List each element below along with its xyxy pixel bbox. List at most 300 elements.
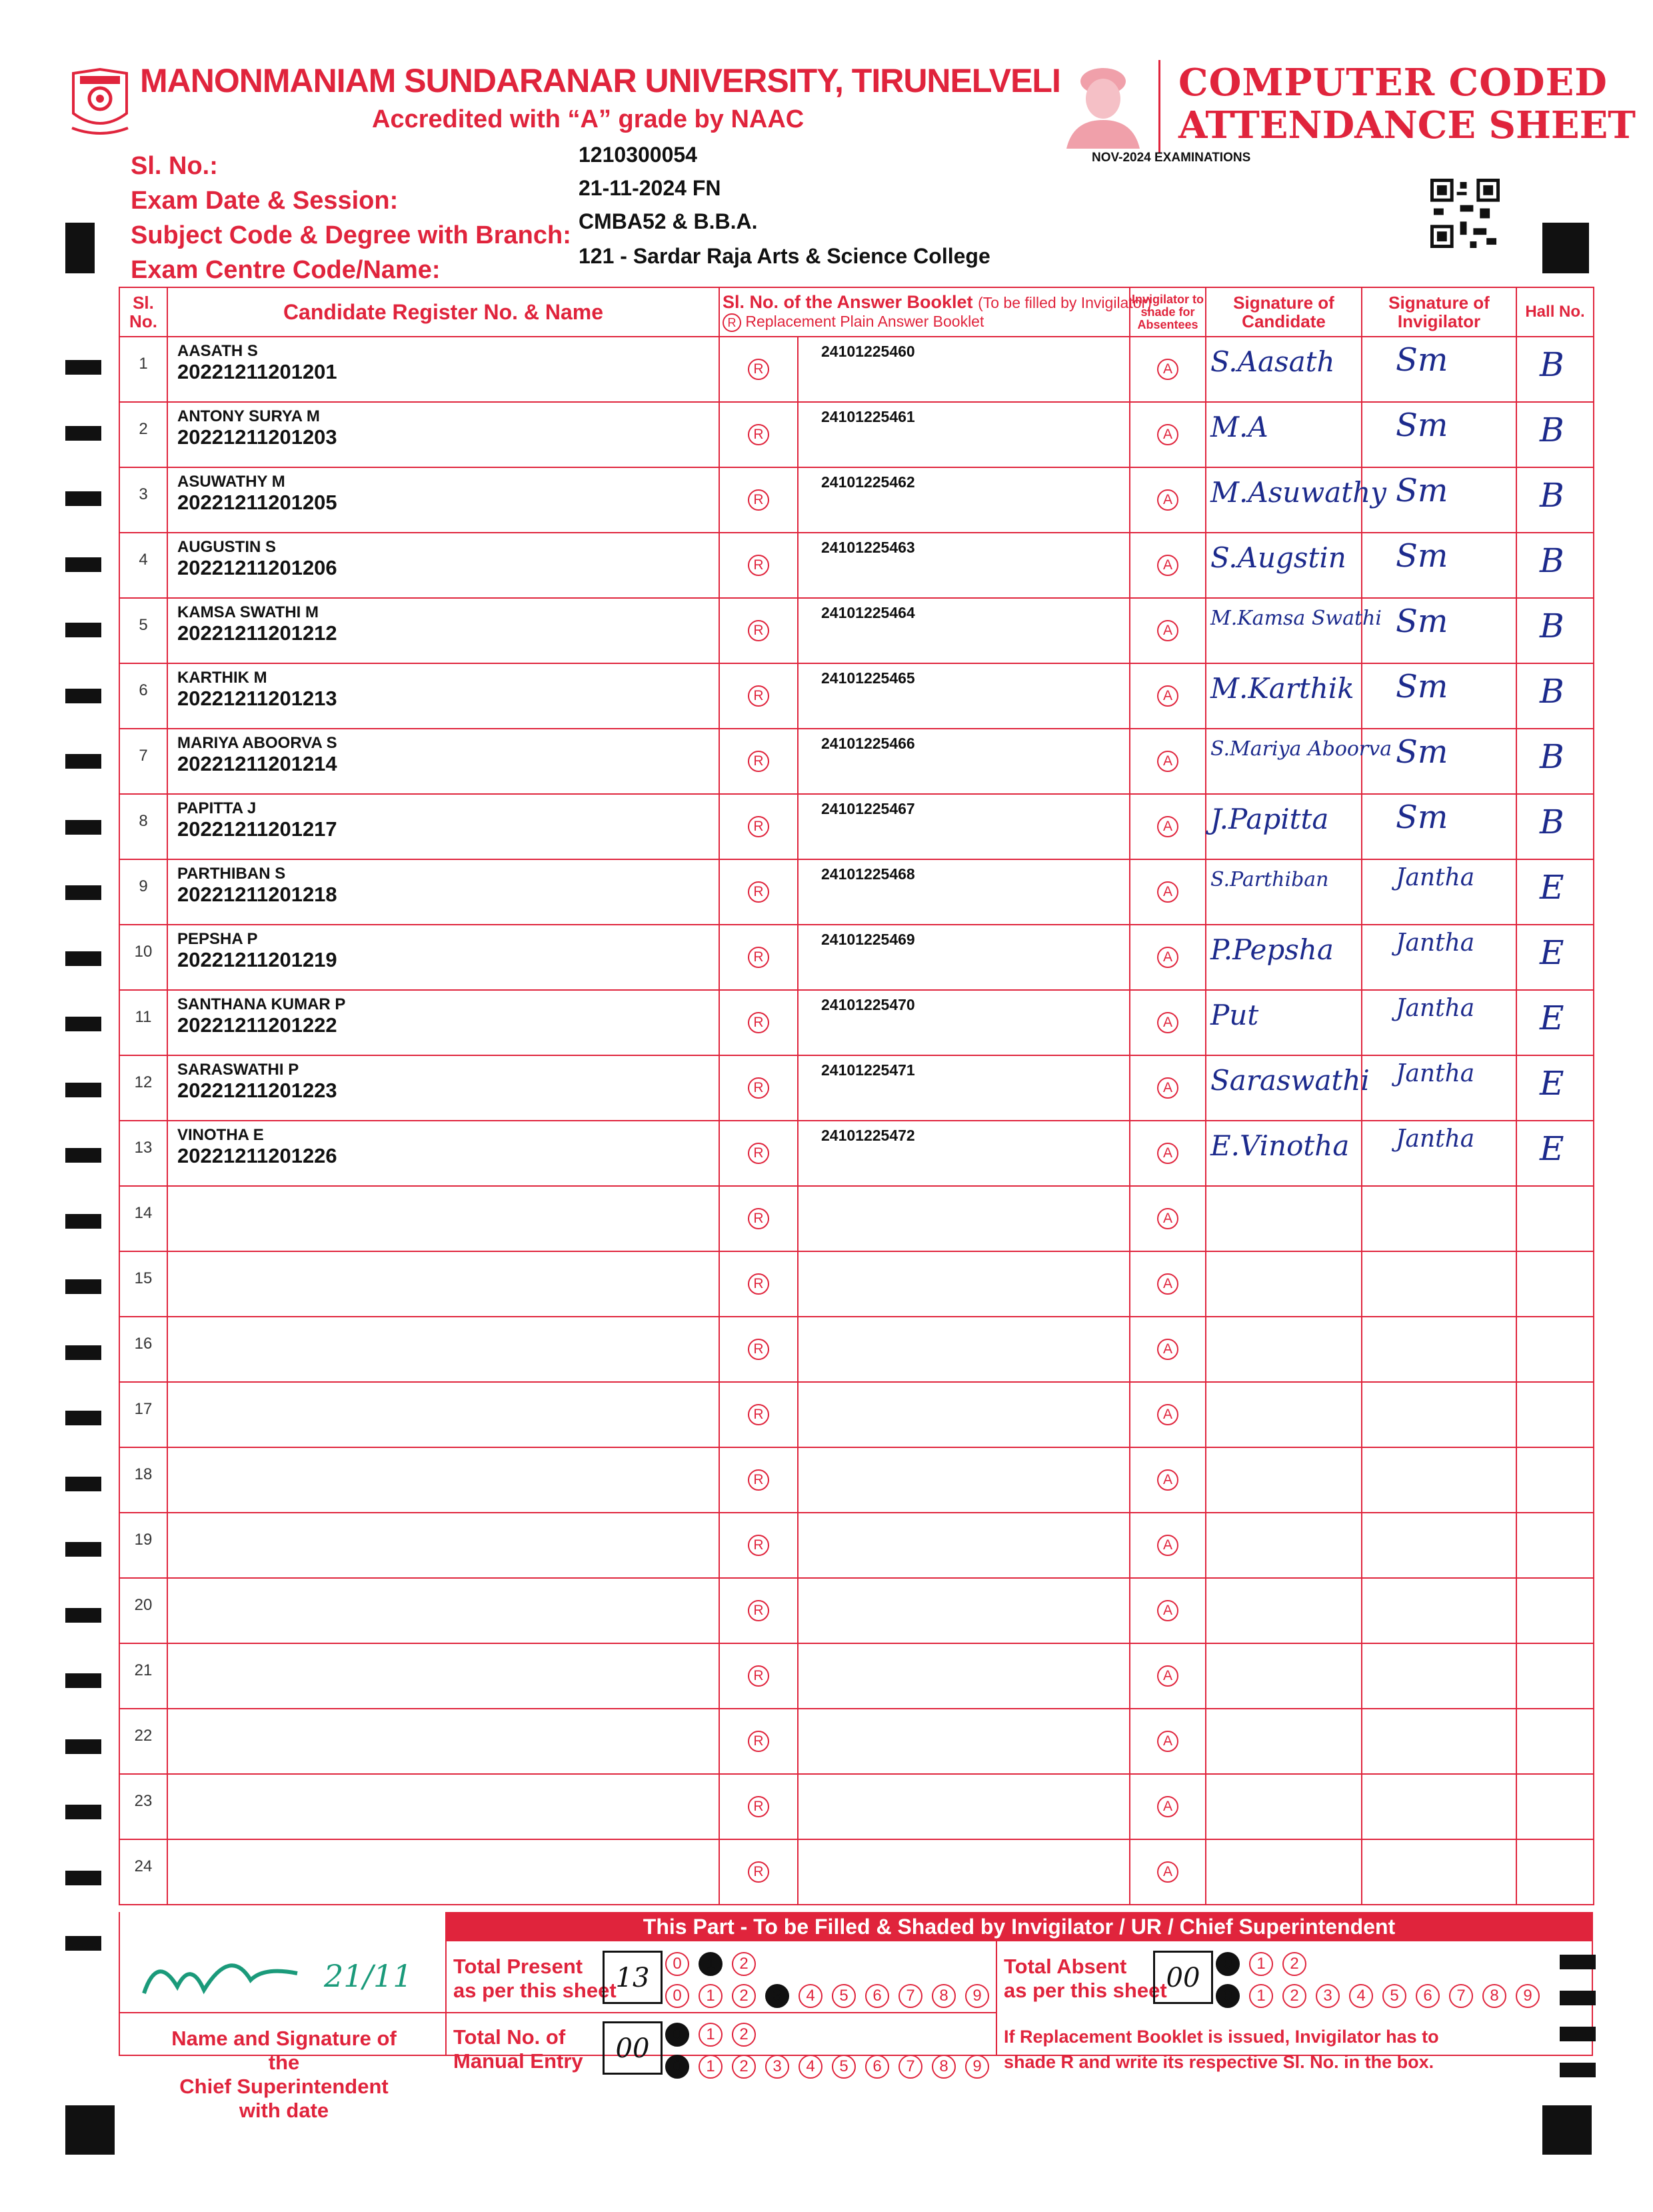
- timing-mark: [65, 951, 101, 966]
- timing-mark: [65, 1542, 101, 1557]
- hall-no: B: [1516, 729, 1594, 794]
- candidate-reg-no: 20221211201218: [177, 883, 337, 906]
- digit-bubble[interactable]: 1: [699, 2055, 723, 2079]
- digit-bubble[interactable]: 5: [1382, 1984, 1406, 2008]
- absent-cell[interactable]: [1130, 1578, 1206, 1643]
- hall-no: B: [1516, 467, 1594, 533]
- replacement-bubble[interactable]: R: [748, 489, 769, 511]
- replacement-bubble[interactable]: R: [748, 1404, 769, 1425]
- total-absent-label-line1: Total Absent: [1004, 1955, 1127, 1978]
- invigilator-signature: [1362, 1382, 1516, 1447]
- row-sl-no: 20: [119, 1578, 167, 1643]
- candidate-cell: [167, 990, 719, 1055]
- digit-bubble[interactable]: 1: [1249, 1952, 1273, 1976]
- digit-bubble[interactable]: 7: [1449, 1984, 1473, 2008]
- absent-bubble[interactable]: A: [1157, 816, 1178, 837]
- booklet-no[interactable]: [798, 1839, 1130, 1905]
- candidate-name: [168, 1252, 719, 1257]
- header-divider: [1158, 60, 1160, 153]
- replacement-cell[interactable]: [719, 990, 798, 1055]
- replacement-cell[interactable]: [719, 1055, 798, 1121]
- booklet-no[interactable]: 24101225464: [798, 598, 1130, 663]
- replacement-bubble[interactable]: R: [748, 1600, 769, 1621]
- total-present-label: [453, 1955, 617, 2003]
- candidate-signature: S.Parthiban: [1206, 859, 1362, 925]
- row-sl-no: 22: [119, 1709, 167, 1774]
- absent-bubble[interactable]: A: [1157, 1404, 1178, 1425]
- replacement-cell[interactable]: [719, 1382, 798, 1447]
- booklet-no[interactable]: [798, 1251, 1130, 1317]
- candidate-name: PARTHIBAN S: [177, 865, 286, 883]
- digit-bubble[interactable]: 2: [732, 2023, 756, 2047]
- digit-bubble[interactable]: 9: [965, 1984, 989, 2008]
- exam-date-label: Exam Date & Session:: [131, 187, 399, 215]
- booklet-no[interactable]: 24101225461: [798, 402, 1130, 467]
- table-row: [119, 1317, 1594, 1382]
- digit-bubble[interactable]: 1: [1249, 1984, 1273, 2008]
- booklet-no[interactable]: [798, 1447, 1130, 1513]
- replacement-bubble[interactable]: R: [748, 881, 769, 903]
- replacement-bubble[interactable]: R: [748, 1665, 769, 1687]
- replacement-cell[interactable]: [719, 1709, 798, 1774]
- manual-entry-label-line1: Total No. of: [453, 2025, 566, 2049]
- absent-bubble[interactable]: A: [1157, 620, 1178, 641]
- timing-mark: [65, 689, 101, 703]
- table-row: [119, 598, 1594, 663]
- invigilator-signature: [1362, 1251, 1516, 1317]
- table-row: [119, 533, 1594, 598]
- absent-cell[interactable]: [1130, 1774, 1206, 1839]
- absent-bubble[interactable]: A: [1157, 1012, 1178, 1033]
- table-row: [119, 1055, 1594, 1121]
- registration-mark: [65, 223, 95, 273]
- digit-bubble[interactable]: 3: [765, 2055, 789, 2079]
- absent-bubble[interactable]: A: [1157, 947, 1178, 968]
- invigilator-signature: Sm: [1362, 467, 1516, 533]
- table-row: [119, 1121, 1594, 1186]
- divider: [119, 2012, 445, 2013]
- replacement-bubble[interactable]: R: [748, 1143, 769, 1164]
- digit-bubble[interactable]: 5: [832, 1984, 856, 2008]
- replacement-bubble[interactable]: R: [748, 1861, 769, 1883]
- table-row: [119, 1186, 1594, 1251]
- total-absent-label-line2: as per this sheet: [1004, 1979, 1167, 2002]
- invigilator-signature: [1362, 1317, 1516, 1382]
- digit-bubble[interactable]: 9: [965, 2055, 989, 2079]
- booklet-no[interactable]: [798, 1578, 1130, 1643]
- exam-session: NOV-2024 EXAMINATIONS: [1092, 151, 1251, 165]
- booklet-no[interactable]: 24101225460: [798, 337, 1130, 402]
- absent-bubble[interactable]: A: [1157, 555, 1178, 576]
- replacement-bubble[interactable]: R: [748, 947, 769, 968]
- header-sl-no: Sl. No.: [119, 287, 167, 337]
- booklet-no[interactable]: 24101225463: [798, 533, 1130, 598]
- header-invigilator-shade: Invigilator to shade for Absentees: [1130, 287, 1206, 337]
- absent-cell[interactable]: [1130, 663, 1206, 729]
- absent-cell[interactable]: [1130, 1839, 1206, 1905]
- booklet-no[interactable]: 24101225465: [798, 663, 1130, 729]
- table-row: [119, 1513, 1594, 1578]
- manual-entry-box[interactable]: 00: [603, 2021, 663, 2075]
- candidate-signature: [1206, 1578, 1362, 1643]
- absent-tens-bubbles: [1216, 1952, 1316, 1976]
- digit-bubble[interactable]: 7: [898, 2055, 922, 2079]
- absent-cell[interactable]: [1130, 794, 1206, 859]
- absent-bubble[interactable]: A: [1157, 1273, 1178, 1295]
- total-present-box[interactable]: 13: [603, 1951, 663, 2004]
- replacement-cell[interactable]: [719, 1251, 798, 1317]
- centre-label: Exam Centre Code/Name:: [131, 256, 441, 284]
- replacement-bubble[interactable]: R: [748, 1077, 769, 1099]
- candidate-signature: [1206, 1447, 1362, 1513]
- timing-mark: [1560, 1955, 1596, 1969]
- absent-bubble[interactable]: A: [1157, 1665, 1178, 1687]
- timing-mark: [65, 1345, 101, 1360]
- candidate-signature: S.Augstin: [1206, 533, 1362, 598]
- replacement-cell[interactable]: [719, 1186, 798, 1251]
- digit-bubble[interactable]: 2: [732, 2055, 756, 2079]
- replacement-symbol-icon: R: [723, 313, 741, 332]
- absent-bubble[interactable]: A: [1157, 489, 1178, 511]
- row-sl-no: 14: [119, 1186, 167, 1251]
- absent-cell[interactable]: [1130, 1055, 1206, 1121]
- replacement-bubble[interactable]: R: [748, 424, 769, 445]
- hall-no: B: [1516, 663, 1594, 729]
- candidate-signature: M.A: [1206, 402, 1362, 467]
- table-row: [119, 1447, 1594, 1513]
- absent-bubble[interactable]: A: [1157, 424, 1178, 445]
- absent-bubble[interactable]: A: [1157, 685, 1178, 707]
- candidate-name: SARASWATHI P: [177, 1061, 299, 1079]
- absent-cell[interactable]: [1130, 1186, 1206, 1251]
- absent-cell[interactable]: [1130, 1709, 1206, 1774]
- header-candidate: Candidate Register No. & Name: [167, 287, 719, 337]
- candidate-cell: [167, 1121, 719, 1186]
- digit-bubble[interactable]: 0: [665, 2055, 689, 2079]
- hall-no: E: [1516, 925, 1594, 990]
- table-row: [119, 925, 1594, 990]
- absent-bubble[interactable]: A: [1157, 881, 1178, 903]
- absent-cell[interactable]: [1130, 1121, 1206, 1186]
- candidate-cell: [167, 794, 719, 859]
- replacement-bubble[interactable]: R: [748, 1012, 769, 1033]
- registration-mark: [1542, 2105, 1592, 2155]
- hall-no: E: [1516, 990, 1594, 1055]
- footer-banner: This Part - To be Filled & Shaded by Invigilator / UR / Chief Superintendent: [445, 1912, 1593, 1941]
- row-sl-no: 3: [119, 467, 167, 533]
- replacement-bubble[interactable]: R: [748, 555, 769, 576]
- digit-bubble[interactable]: 9: [1516, 1984, 1540, 2008]
- row-sl-no: 9: [119, 859, 167, 925]
- booklet-no[interactable]: 24101225472: [798, 1121, 1130, 1186]
- replacement-bubble[interactable]: R: [748, 1339, 769, 1360]
- digit-bubble[interactable]: 8: [932, 2055, 956, 2079]
- row-sl-no: 23: [119, 1774, 167, 1839]
- booklet-no[interactable]: 24101225470: [798, 990, 1130, 1055]
- timing-mark: [65, 1936, 101, 1951]
- digit-bubble[interactable]: 2: [732, 1952, 756, 1976]
- hall-no: B: [1516, 598, 1594, 663]
- chief-label: [157, 2027, 411, 2123]
- replacement-bubble[interactable]: R: [748, 620, 769, 641]
- table-row: [119, 467, 1594, 533]
- candidate-cell: [167, 1839, 719, 1905]
- digit-bubble[interactable]: 6: [865, 1984, 889, 2008]
- replacement-cell[interactable]: [719, 1447, 798, 1513]
- candidate-name: AUGUSTIN S: [177, 538, 277, 556]
- candidate-signature: M.Asuwathy: [1206, 467, 1362, 533]
- replacement-cell[interactable]: [719, 1121, 798, 1186]
- candidate-signature: S.Aasath: [1206, 337, 1362, 402]
- absent-bubble[interactable]: A: [1157, 1861, 1178, 1883]
- timing-mark: [65, 491, 101, 506]
- candidate-name: PEPSHA P: [177, 930, 258, 948]
- absent-units-bubbles: [1216, 1984, 1549, 2008]
- registration-mark: [65, 2105, 115, 2155]
- timing-mark: [65, 1477, 101, 1491]
- absent-cell[interactable]: [1130, 729, 1206, 794]
- booklet-no[interactable]: [798, 1382, 1130, 1447]
- timing-mark: [65, 885, 101, 900]
- replacement-cell[interactable]: [719, 598, 798, 663]
- timing-mark: [65, 1148, 101, 1163]
- timing-mark: [65, 1871, 101, 1885]
- hall-no: B: [1516, 794, 1594, 859]
- booklet-no[interactable]: 24101225469: [798, 925, 1130, 990]
- replacement-bubble[interactable]: R: [748, 816, 769, 837]
- digit-bubble[interactable]: 1: [699, 1952, 723, 1976]
- registration-mark: [1542, 223, 1589, 273]
- candidate-name: KAMSA SWATHI M: [177, 603, 319, 621]
- booklet-no[interactable]: 24101225471: [798, 1055, 1130, 1121]
- invigilator-signature: Sm: [1362, 663, 1516, 729]
- replacement-cell[interactable]: [719, 729, 798, 794]
- candidate-cell: [167, 533, 719, 598]
- candidate-cell: [167, 1186, 719, 1251]
- header-sig-candidate: Signature of Candidate: [1206, 287, 1362, 337]
- replacement-cell[interactable]: [719, 1513, 798, 1578]
- digit-bubble[interactable]: 2: [1282, 1984, 1306, 2008]
- divider: [445, 2012, 996, 2013]
- absent-bubble[interactable]: A: [1157, 1796, 1178, 1817]
- candidate-reg-no: 20221211201206: [177, 556, 337, 579]
- invigilator-signature: Sm: [1362, 337, 1516, 402]
- digit-bubble[interactable]: 2: [1282, 1952, 1306, 1976]
- timing-mark: [1560, 2063, 1596, 2077]
- replacement-cell[interactable]: [719, 467, 798, 533]
- booklet-no[interactable]: [798, 1774, 1130, 1839]
- replacement-bubble[interactable]: R: [748, 1469, 769, 1491]
- digit-bubble[interactable]: 3: [1316, 1984, 1340, 2008]
- replacement-bubble[interactable]: R: [748, 685, 769, 707]
- candidate-signature: [1206, 1774, 1362, 1839]
- absent-cell[interactable]: [1130, 1382, 1206, 1447]
- candidate-cell: [167, 1513, 719, 1578]
- absent-bubble[interactable]: A: [1157, 1077, 1178, 1099]
- replacement-cell[interactable]: [719, 1578, 798, 1643]
- absent-cell[interactable]: [1130, 859, 1206, 925]
- booklet-no[interactable]: [798, 1709, 1130, 1774]
- timing-mark: [65, 1411, 101, 1425]
- booklet-no[interactable]: 24101225462: [798, 467, 1130, 533]
- invigilator-signature: Jantha: [1362, 990, 1516, 1055]
- candidate-signature: M.Karthik: [1206, 663, 1362, 729]
- digit-bubble[interactable]: 0: [665, 1952, 689, 1976]
- timing-mark: [1560, 2027, 1596, 2041]
- replacement-cell[interactable]: [719, 925, 798, 990]
- row-sl-no: 24: [119, 1839, 167, 1905]
- digit-bubble[interactable]: 4: [799, 2055, 823, 2079]
- replacement-cell[interactable]: [719, 859, 798, 925]
- total-absent-box[interactable]: 00: [1153, 1951, 1213, 2004]
- booklet-no[interactable]: 24101225467: [798, 794, 1130, 859]
- row-sl-no: 18: [119, 1447, 167, 1513]
- replacement-cell[interactable]: [719, 663, 798, 729]
- absent-cell[interactable]: [1130, 990, 1206, 1055]
- absent-bubble[interactable]: A: [1157, 1535, 1178, 1556]
- absent-bubble[interactable]: A: [1157, 1600, 1178, 1621]
- absent-cell[interactable]: [1130, 1513, 1206, 1578]
- row-sl-no: 17: [119, 1382, 167, 1447]
- digit-bubble[interactable]: 6: [1416, 1984, 1440, 2008]
- row-sl-no: 4: [119, 533, 167, 598]
- timing-mark: [65, 1739, 101, 1754]
- candidate-signature: [1206, 1513, 1362, 1578]
- digit-bubble[interactable]: 7: [898, 1984, 922, 2008]
- portrait-icon: [1060, 59, 1146, 149]
- replacement-bubble[interactable]: R: [748, 1273, 769, 1295]
- absent-cell[interactable]: [1130, 1447, 1206, 1513]
- digit-bubble[interactable]: 2: [732, 1984, 756, 2008]
- booklet-no[interactable]: [798, 1643, 1130, 1709]
- digit-bubble[interactable]: 4: [1349, 1984, 1373, 2008]
- candidate-name: [168, 1448, 719, 1453]
- replacement-bubble[interactable]: R: [748, 1731, 769, 1752]
- replacement-bubble[interactable]: R: [748, 1208, 769, 1229]
- digit-bubble[interactable]: 5: [832, 2055, 856, 2079]
- absent-cell[interactable]: [1130, 533, 1206, 598]
- replacement-cell[interactable]: [719, 794, 798, 859]
- attendance-table: [119, 287, 1594, 1905]
- candidate-reg-no: 20221211201212: [177, 621, 337, 645]
- digit-bubble[interactable]: 4: [799, 1984, 823, 2008]
- replacement-cell[interactable]: [719, 337, 798, 402]
- hall-no: [1516, 1447, 1594, 1513]
- digit-bubble[interactable]: 3: [765, 1984, 789, 2008]
- booklet-no[interactable]: 24101225466: [798, 729, 1130, 794]
- booklet-no[interactable]: [798, 1317, 1130, 1382]
- replacement-bubble[interactable]: R: [748, 1796, 769, 1817]
- absent-cell[interactable]: [1130, 925, 1206, 990]
- absent-bubble[interactable]: A: [1157, 359, 1178, 380]
- candidate-reg-no: 20221211201205: [177, 491, 337, 514]
- absent-cell[interactable]: [1130, 598, 1206, 663]
- candidate-signature: [1206, 1186, 1362, 1251]
- absent-cell[interactable]: [1130, 467, 1206, 533]
- invigilator-signature: Jantha: [1362, 1055, 1516, 1121]
- hall-no: B: [1516, 402, 1594, 467]
- manual-entry-label-line2: Manual Entry: [453, 2049, 583, 2073]
- candidate-name: [168, 1775, 719, 1780]
- university-name: MANONMANIAM SUNDARANAR UNIVERSITY, TIRUNELVELI: [140, 62, 1060, 99]
- table-row: [119, 990, 1594, 1055]
- candidate-name: [168, 1383, 719, 1388]
- absent-cell[interactable]: [1130, 1643, 1206, 1709]
- header-hall: Hall No.: [1516, 287, 1594, 337]
- absent-bubble[interactable]: A: [1157, 1143, 1178, 1164]
- digit-bubble[interactable]: 0: [1216, 1952, 1240, 1976]
- replacement-cell[interactable]: [719, 1643, 798, 1709]
- booklet-no[interactable]: 24101225468: [798, 859, 1130, 925]
- replacement-bubble[interactable]: R: [748, 359, 769, 380]
- hall-no: [1516, 1513, 1594, 1578]
- digit-bubble[interactable]: 8: [932, 1984, 956, 2008]
- absent-bubble[interactable]: A: [1157, 1339, 1178, 1360]
- timing-mark: [65, 1673, 101, 1688]
- row-sl-no: 6: [119, 663, 167, 729]
- table-row: [119, 1382, 1594, 1447]
- invigilator-signature: Jantha: [1362, 859, 1516, 925]
- digit-bubble[interactable]: 1: [699, 1984, 723, 2008]
- replacement-cell[interactable]: [719, 1317, 798, 1382]
- chief-signature: [137, 1940, 417, 2007]
- digit-bubble[interactable]: 6: [865, 2055, 889, 2079]
- candidate-name: [168, 1709, 719, 1715]
- chief-signature-date: 21/11: [324, 1958, 413, 1994]
- hall-no: E: [1516, 859, 1594, 925]
- candidate-name: ASUWATHY M: [177, 473, 285, 491]
- replacement-note-line1: If Replacement Booklet is issued, Invigilator has to: [1004, 2027, 1439, 2047]
- absent-bubble[interactable]: A: [1157, 751, 1178, 772]
- replacement-bubble[interactable]: R: [748, 751, 769, 772]
- replacement-cell[interactable]: [719, 1774, 798, 1839]
- absent-bubble[interactable]: A: [1157, 1469, 1178, 1491]
- digit-bubble[interactable]: 0: [1216, 1984, 1240, 2008]
- timing-mark: [65, 754, 101, 769]
- table-row: [119, 1774, 1594, 1839]
- hall-no: [1516, 1839, 1594, 1905]
- candidate-cell: [167, 663, 719, 729]
- booklet-no[interactable]: [798, 1513, 1130, 1578]
- hall-no: [1516, 1774, 1594, 1839]
- absent-bubble[interactable]: A: [1157, 1208, 1178, 1229]
- absent-cell[interactable]: [1130, 337, 1206, 402]
- digit-bubble[interactable]: 8: [1482, 1984, 1506, 2008]
- candidate-name: [168, 1579, 719, 1584]
- replacement-cell[interactable]: [719, 402, 798, 467]
- absent-bubble[interactable]: A: [1157, 1731, 1178, 1752]
- digit-bubble[interactable]: 0: [665, 2023, 689, 2047]
- replacement-cell[interactable]: [719, 533, 798, 598]
- digit-bubble[interactable]: 1: [699, 2023, 723, 2047]
- candidate-cell: [167, 925, 719, 990]
- booklet-no[interactable]: [798, 1186, 1130, 1251]
- replacement-bubble[interactable]: R: [748, 1535, 769, 1556]
- invigilator-signature: [1362, 1447, 1516, 1513]
- candidate-name: [168, 1317, 719, 1323]
- absent-cell[interactable]: [1130, 1317, 1206, 1382]
- replacement-cell[interactable]: [719, 1839, 798, 1905]
- absent-cell[interactable]: [1130, 1251, 1206, 1317]
- digit-bubble[interactable]: 0: [665, 1984, 689, 2008]
- replacement-note-line2: shade R and write its respective Sl. No. in the box.: [1004, 2052, 1434, 2072]
- timing-mark: [65, 557, 101, 572]
- candidate-signature: [1206, 1317, 1362, 1382]
- candidate-name: SANTHANA KUMAR P: [177, 995, 346, 1013]
- absent-cell[interactable]: [1130, 402, 1206, 467]
- candidate-name: [168, 1840, 719, 1845]
- candidate-signature: [1206, 1643, 1362, 1709]
